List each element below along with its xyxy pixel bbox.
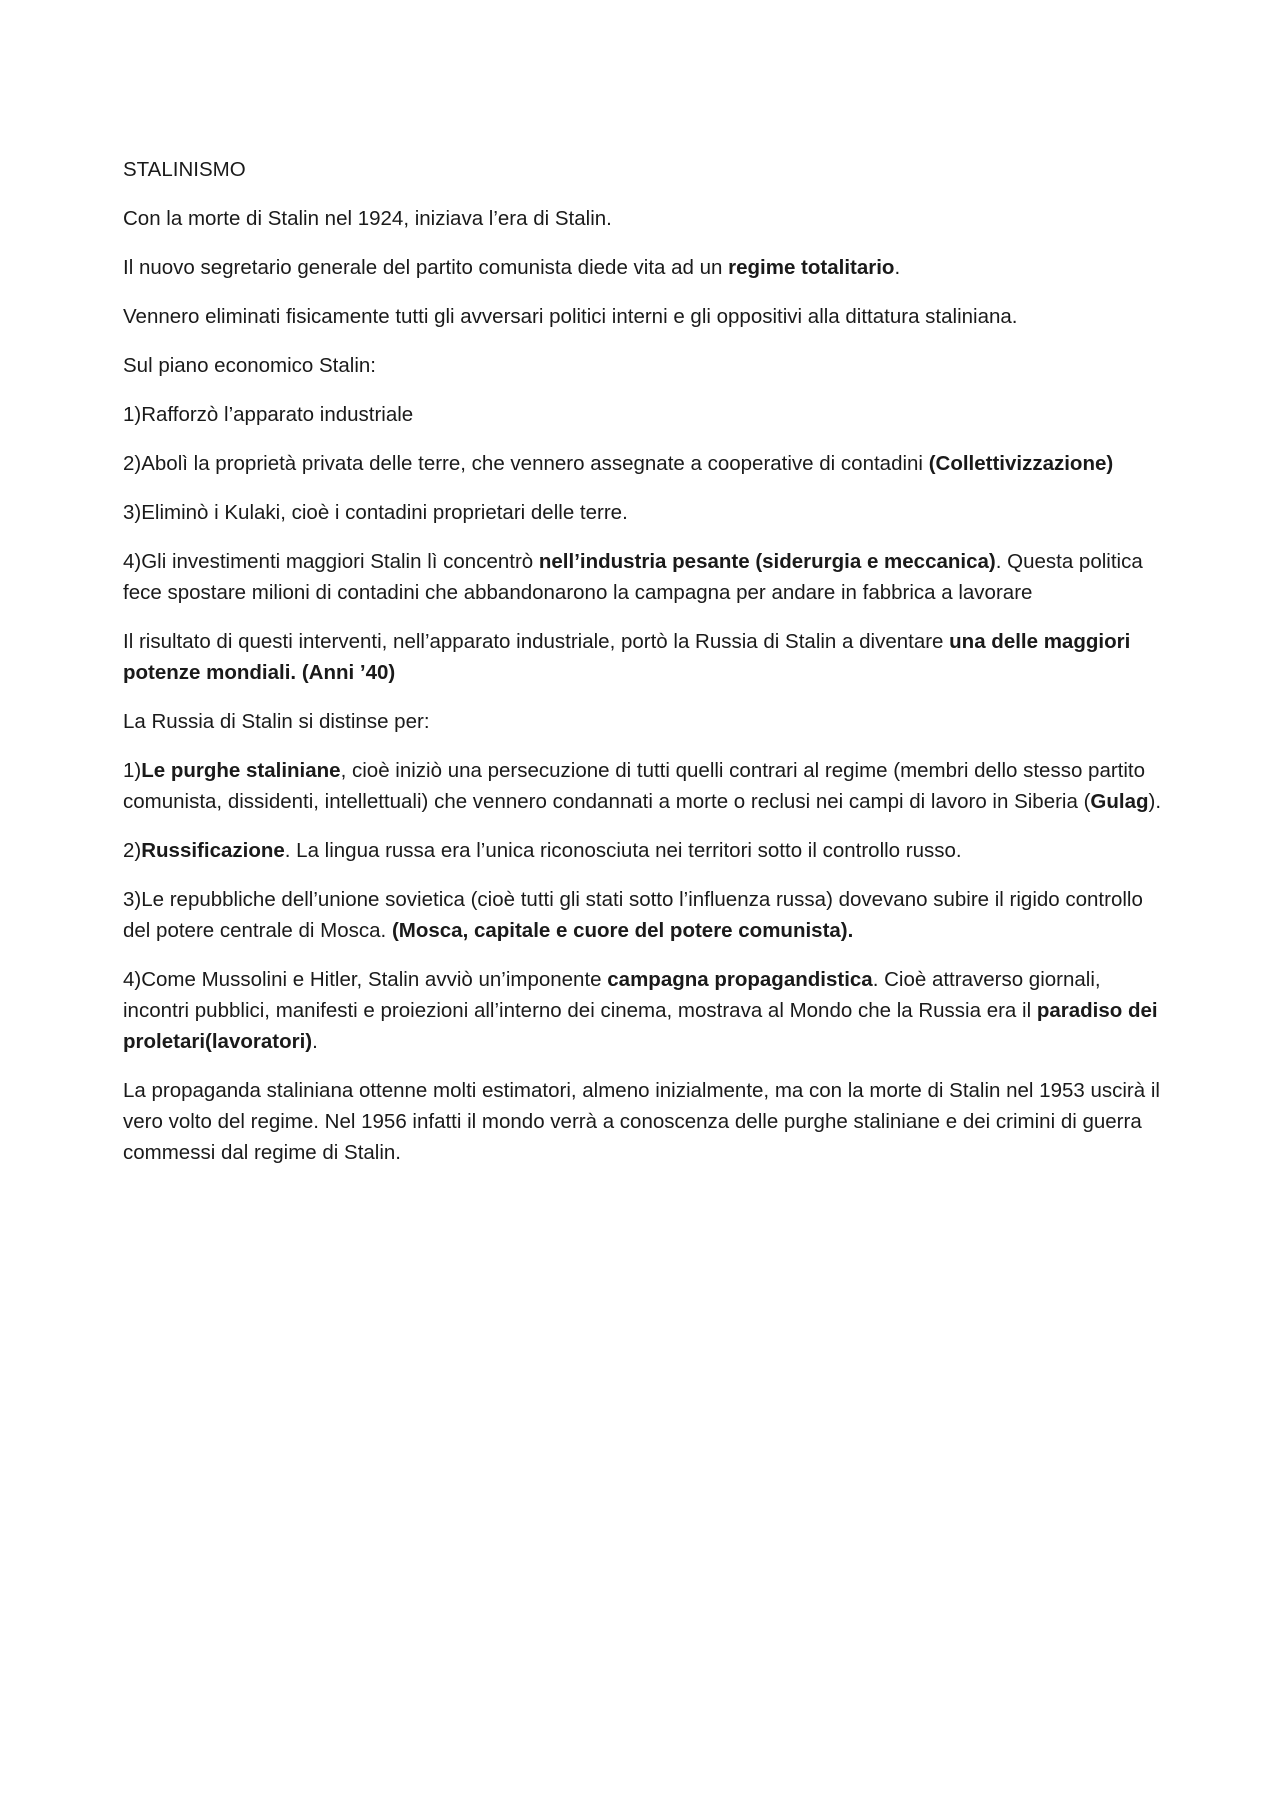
paragraph-7: 3)Eliminò i Kulaki, cioè i contadini proprietari delle terre. [123, 501, 628, 524]
paragraph-1: Con la morte di Stalin nel 1924, iniziava l’era di Stalin. [123, 207, 612, 230]
paragraph-13-bold-b: (Mosca, capitale e cuore del potere comunista). [391, 919, 854, 942]
paragraph-6-bold-b: (Collettivizzazione) [928, 452, 1114, 475]
paragraph-2-text-a: Il nuovo segretario generale del partito comunista diede vita ad un [123, 256, 729, 279]
paragraph-9-bold-b: una delle maggiori potenze mondiali. (Anni ’40) [123, 630, 1131, 684]
paragraph-13 [123, 884, 1163, 946]
document-title: STALINISMO [123, 158, 246, 181]
paragraph-4: Sul piano economico Stalin: [123, 354, 376, 377]
paragraph-6-text-a: 2)Abolì la proprietà privata delle terre, che vennero assegnate a cooperative di contadini [123, 452, 929, 475]
paragraph-14 [123, 964, 1163, 1057]
paragraph-9-text-a: Il risultato di questi interventi, nell’apparato industriale, portò la Russia di Stalin a diventare [123, 630, 950, 653]
paragraph-13-text-a: 3)Le repubbliche dell’unione sovietica (cioè tutti gli stati sotto l’influenza russa) dovevano subire il rigido controllo del potere centrale di Mosca. [123, 888, 1143, 942]
paragraph-2-text-c: . [894, 256, 901, 279]
paragraph-12 [123, 835, 1163, 866]
document-body [123, 154, 1163, 1186]
paragraph-10: La Russia di Stalin si distinse per: [123, 710, 430, 733]
paragraph-6 [123, 448, 1163, 479]
paragraph-3: Vennero eliminati fisicamente tutti gli avversari politici interni e gli oppositivi alla dittatura staliniana. [123, 305, 1018, 328]
paragraph-8 [123, 546, 1163, 608]
paragraph-14-text-a: 4)Come Mussolini e Hitler, Stalin avviò un’imponente [123, 968, 608, 991]
paragraph-11-text-c: , cioè iniziò una persecuzione di tutti quelli contrari al regime (membri dello stesso partito comunista, dissidenti, intellettuali) che vennero condannati a morte o reclusi nei campi di lavoro in Siberia ( [123, 759, 1146, 813]
paragraph-11-bold-b: Le purghe staliniane [141, 759, 341, 782]
paragraph-9 [123, 626, 1163, 688]
paragraph-8-bold-b: nell’industria pesante (siderurgia e meccanica) [538, 550, 996, 573]
paragraph-2-bold-b: regime totalitario [728, 256, 895, 279]
paragraph-8-text-a: 4)Gli investimenti maggiori Stalin lì concentrò [123, 550, 539, 573]
paragraph-15: La propaganda staliniana ottenne molti estimatori, almeno inizialmente, ma con la morte di Stalin nel 1953 uscirà il vero volto del regime. Nel 1956 infatti il mondo verrà a conoscenza delle purghe staliniane e dei crimini di guerra commessi dal regime di Stalin. [123, 1079, 1160, 1164]
paragraph-14-bold-d: paradiso dei proletari(lavoratori) [123, 999, 1158, 1053]
paragraph-11 [123, 755, 1163, 817]
paragraph-11-text-a: 1) [123, 759, 142, 782]
paragraph-14-bold-b: campagna propagandistica [607, 968, 873, 991]
paragraph-5: 1)Rafforzò l’apparato industriale [123, 403, 414, 426]
paragraph-14-text-c: . Cioè attraverso giornali, incontri pubblici, manifesti e proiezioni all’interno dei cinema, mostrava al Mondo che la Russia era il [123, 968, 1101, 1022]
paragraph-12-text-a: 2) [123, 839, 142, 862]
paragraph-11-bold-d: Gulag [1090, 790, 1149, 813]
paragraph-12-bold-b: Russificazione [141, 839, 285, 862]
paragraph-2 [123, 252, 1163, 283]
paragraph-12-text-c: . La lingua russa era l’unica riconosciuta nei territori sotto il controllo russo. [284, 839, 962, 862]
paragraph-11-text-e: ). [1148, 790, 1162, 813]
paragraph-14-text-e: . [312, 1030, 318, 1053]
paragraph-8-text-c: . Questa politica fece spostare milioni di contadini che abbandonarono la campagna per andare in fabbrica a lavorare [123, 550, 1143, 604]
